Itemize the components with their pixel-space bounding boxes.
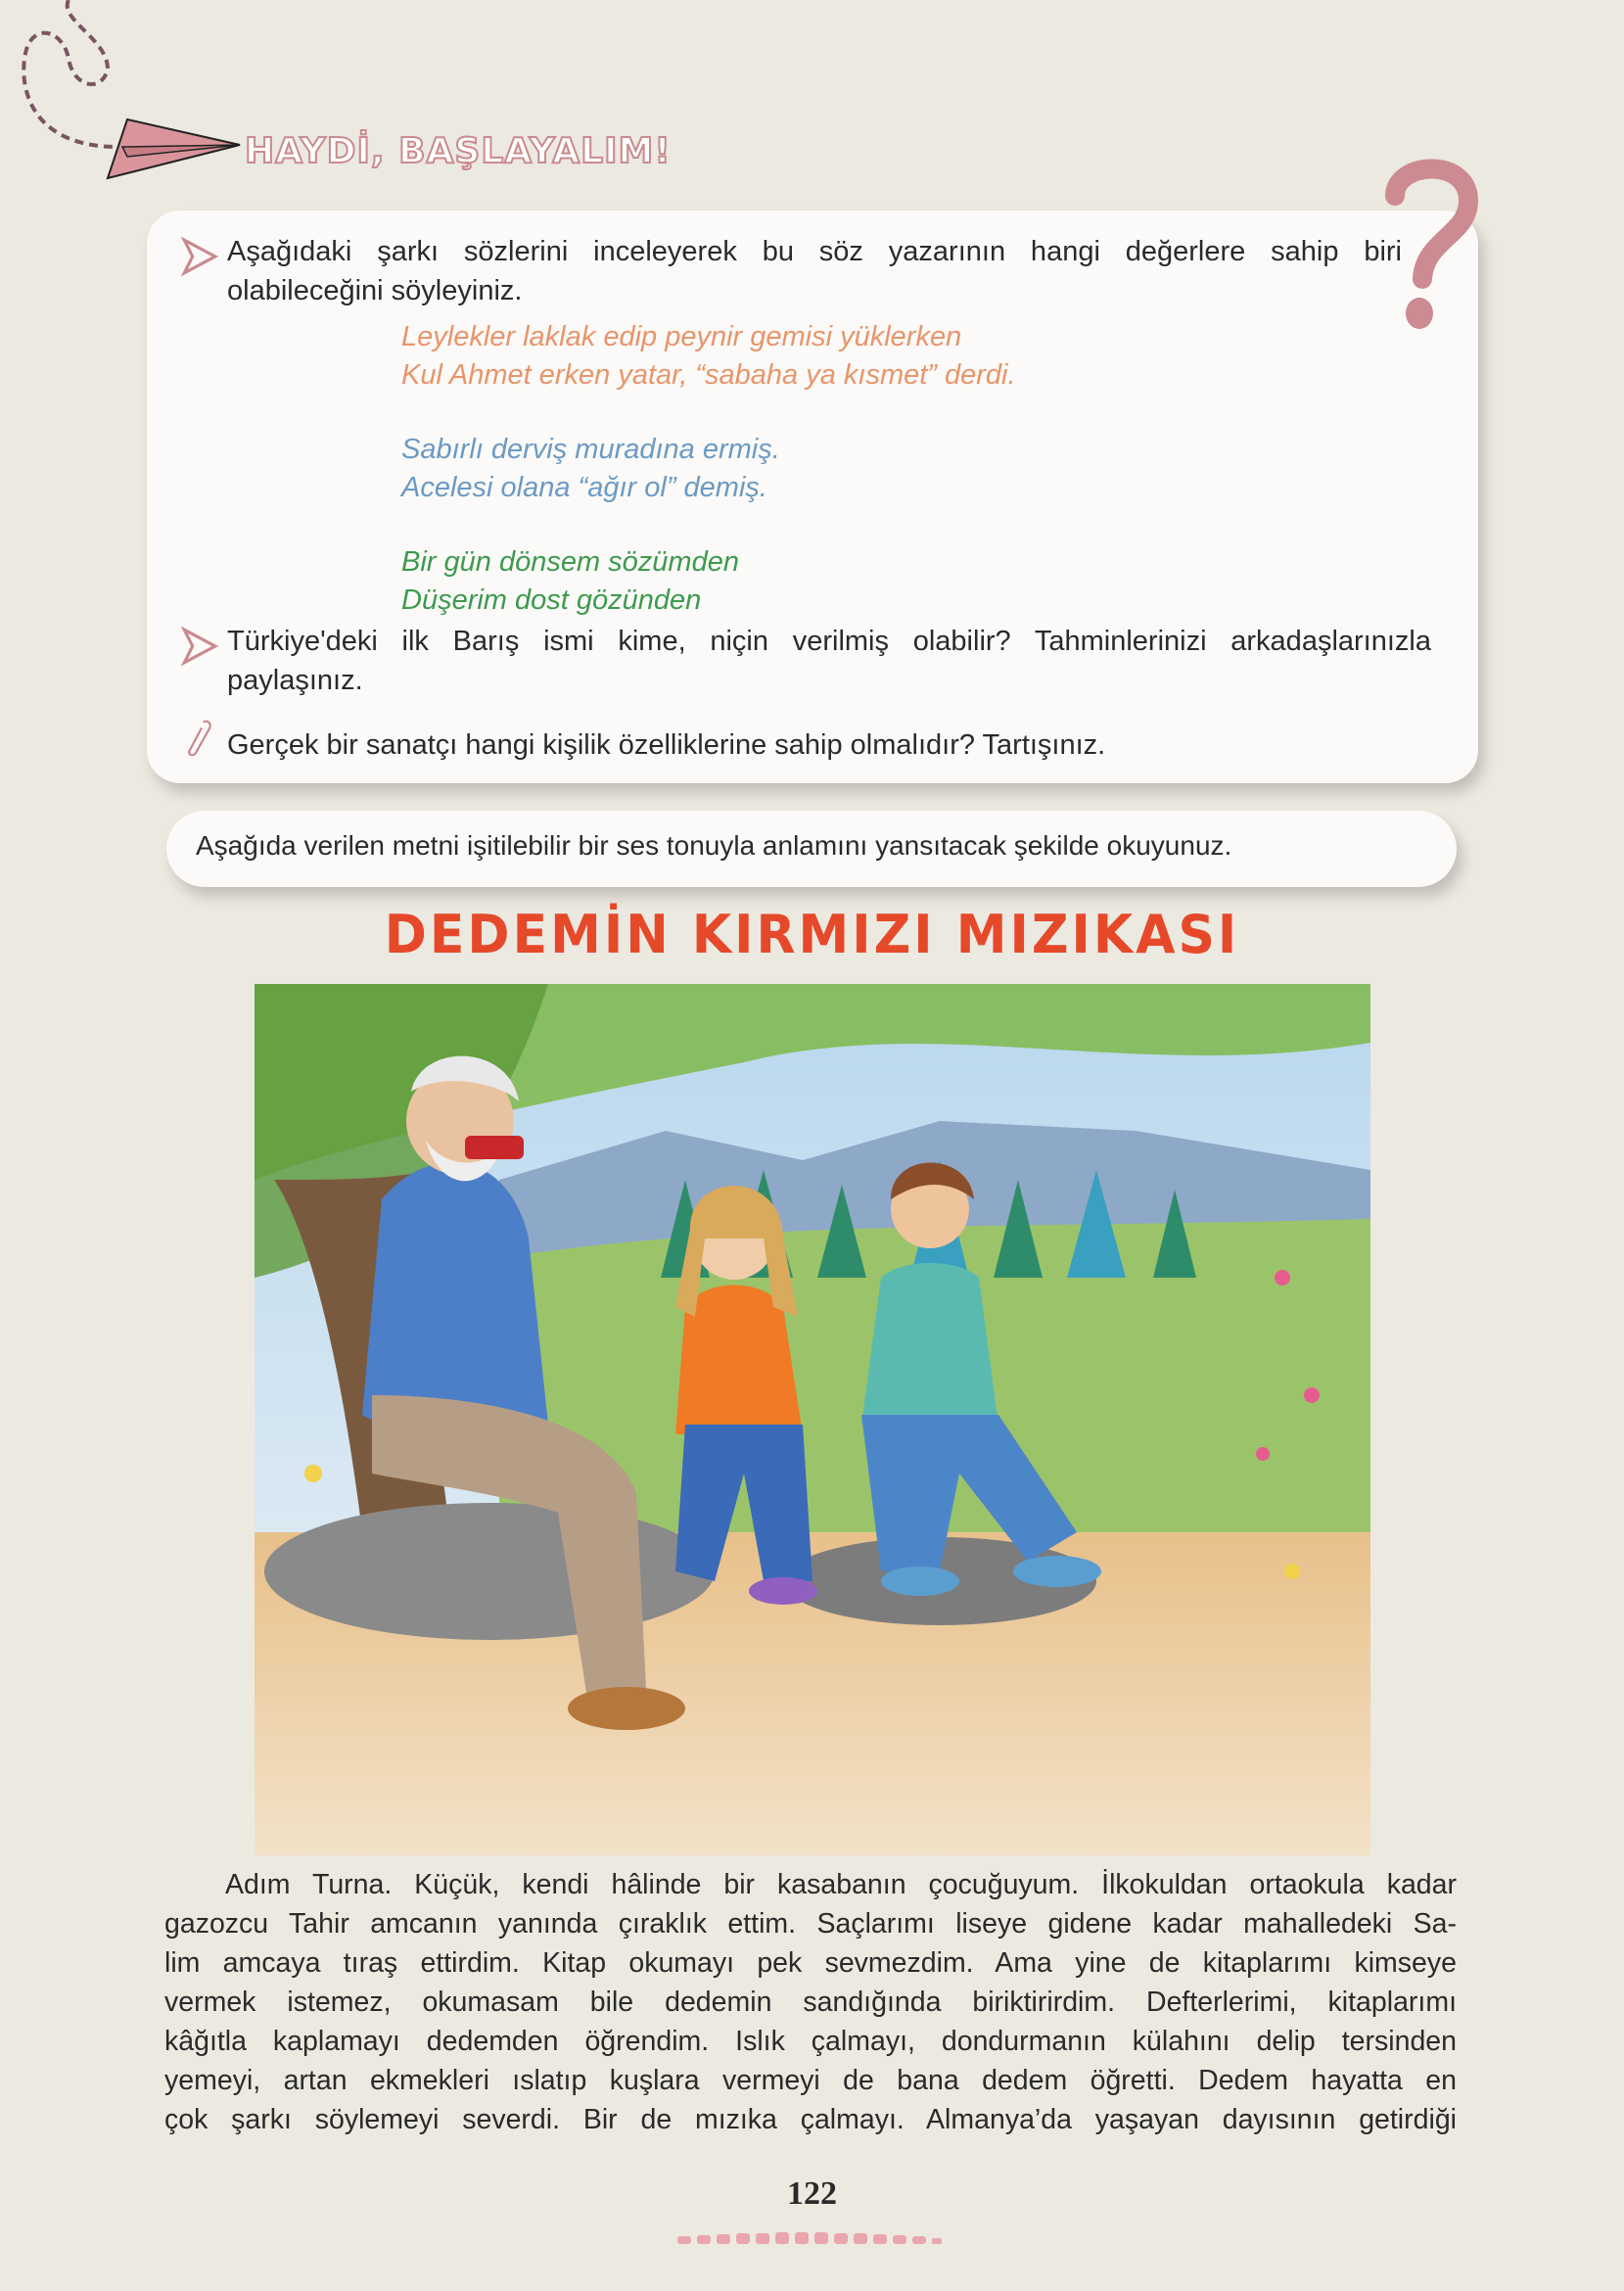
story-title: DEDEMİN KIRMIZI MIZIKASI — [384, 904, 1240, 966]
poem-stanza-1 — [401, 318, 1016, 395]
paperclip-icon — [178, 718, 219, 759]
question-text: paylaşınız. — [227, 665, 363, 696]
question-2 — [227, 622, 1431, 700]
question-text: Aşağıdaki şarkı sözlerini inceleyerek bu söz yazarının hangi değerlere sahip biri — [227, 236, 1402, 267]
body-line: yemeyi, artan ekmekleri ıslatıp kuşlara vermeyi de bana dedem öğretti. Dedem hayatta en — [164, 2065, 1457, 2096]
body-line: çok şarkı söylemeyi severdi. Bir de mızıka çalmayı. Almanya’da yaşayan dayısının getirdiği — [164, 2104, 1457, 2135]
body-line: gazozcu Tahir amcanın yanında çıraklık ettim. Saçlarımı liseye gidene kadar mahalledeki Sa- — [164, 1908, 1457, 1940]
poem-stanza-3 — [401, 543, 739, 620]
instruction-box — [166, 811, 1457, 887]
arrow-icon — [178, 236, 219, 277]
question-text: olabileceğini söyleyiniz. — [227, 275, 523, 306]
question-1 — [227, 232, 1402, 310]
story-body — [164, 1865, 1457, 2139]
page-divider-decoration — [658, 2232, 969, 2246]
question-mark-icon — [1375, 157, 1483, 333]
poem-line: Bir gün dönsem sözümden — [401, 546, 739, 578]
body-line: vermek istemez, okumasam bile dedemin sandığında biriktirirdim. Defterlerimi, kitaplarımı — [164, 1987, 1457, 2018]
questions-box — [147, 210, 1478, 783]
poem-line: Leylekler laklak edip peynir gemisi yüklerken — [401, 321, 962, 352]
question-text: Gerçek bir sanatçı hangi kişilik özelliklerine sahip olmalıdır? Tartışınız. — [227, 729, 1106, 761]
poem-line: Düşerim dost gözünden — [401, 584, 702, 616]
poem-line: Sabırlı derviş muradına ermiş. — [401, 434, 780, 465]
body-line: lim amcaya tıraş ettirdim. Kitap okumayı pek sevmezdim. Ama yine de kitaplarımı kimseye — [164, 1947, 1457, 1979]
illustration-grandfather-harmonica — [255, 984, 1370, 1855]
poem-stanza-2 — [401, 431, 780, 507]
question-text: Türkiye'deki ilk Barış ismi kime, niçin verilmiş olabilir? Tahminlerinizi arkadaşlarınızla — [227, 626, 1431, 657]
paper-plane-icon — [0, 0, 255, 196]
body-line: kâğıtla kaplamayı dedemden öğrendim. Islık çalmayı, dondurmanın külahını delip tersinden — [164, 2026, 1457, 2057]
instruction-text: Aşağıda verilen metni işitilebilir bir ses tonuyla anlamını yansıtacak şekilde okuyunuz. — [196, 830, 1232, 861]
page-number: 122 — [787, 2175, 837, 2212]
arrow-icon — [178, 626, 219, 667]
poem-line: Kul Ahmet erken yatar, “sabaha ya kısmet” derdi. — [401, 359, 1016, 391]
section-title: HAYDİ, BAŞLAYALIM! — [245, 131, 672, 171]
poem-line: Acelesi olana “ağır ol” demiş. — [401, 472, 767, 503]
body-line: Adım Turna. Küçük, kendi hâlinde bir kasabanın çocuğuyum. İlkokuldan ortaokula kadar — [225, 1869, 1457, 1900]
question-3 — [227, 725, 1431, 765]
